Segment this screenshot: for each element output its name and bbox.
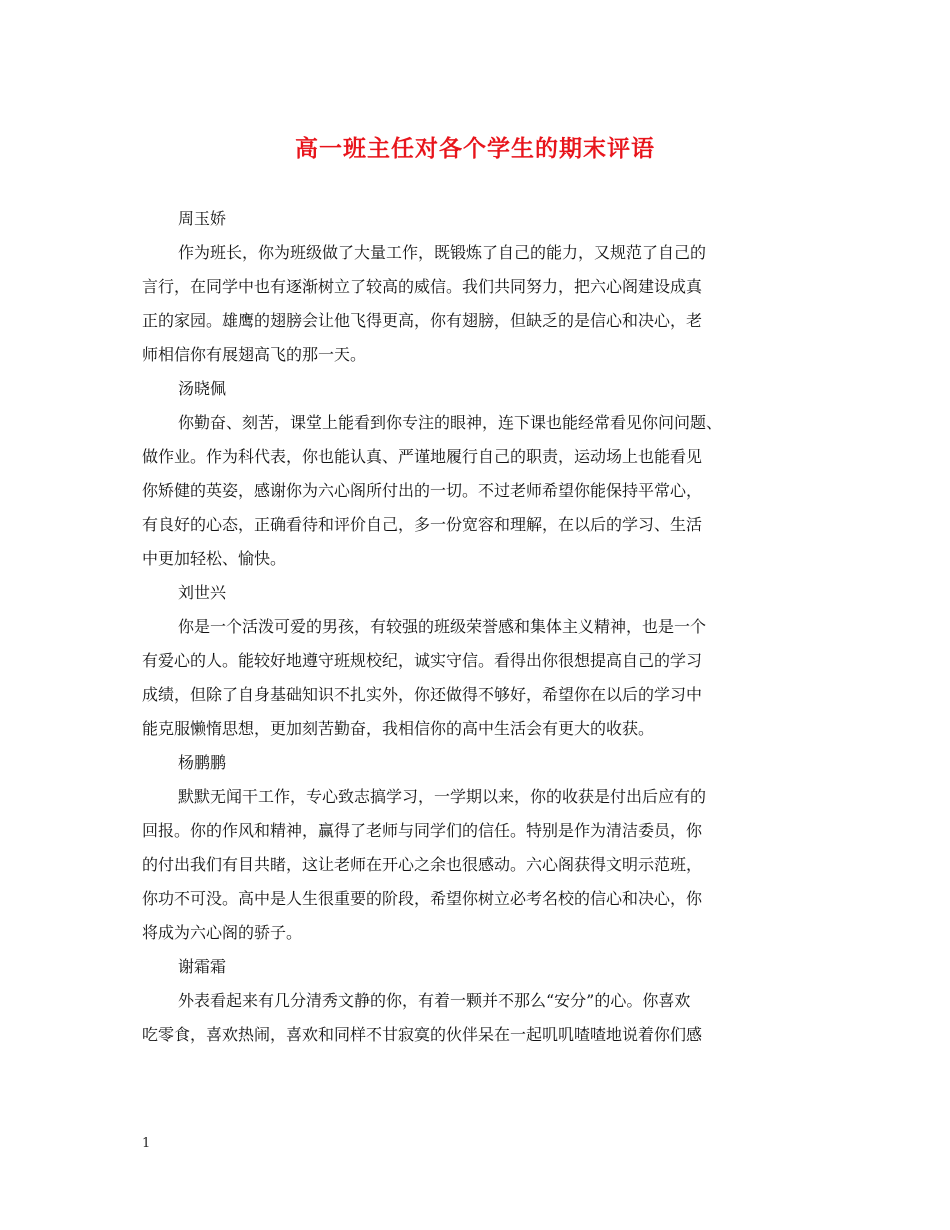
- comment-line: 言行，在同学中也有逐渐树立了较高的威信。我们共同努力，把六心阁建设成真: [142, 277, 703, 296]
- comment-line: 你功不可没。高中是人生很重要的阶段，希望你树立必考名校的信心和决心，你: [142, 889, 703, 908]
- comment-line: 有良好的心态，正确看待和评价自己，多一份宽容和理解，在以后的学习、生活: [142, 515, 703, 534]
- student-entry: [142, 950, 814, 1052]
- student-name: 谢霜霜: [178, 957, 227, 976]
- comment-line: 作为班长，你为班级做了大量工作，既锻炼了自己的能力，又规范了自己的: [178, 243, 707, 262]
- page-number: 1: [142, 1136, 151, 1151]
- student-entry: [142, 576, 814, 746]
- comment-line: 有爱心的人。能较好地遵守班规校纪，诚实守信。看得出你很想提高自己的学习: [142, 651, 703, 670]
- comment-line: 将成为六心阁的骄子。: [142, 923, 303, 942]
- document-title: 高一班主任对各个学生的期末评语: [295, 135, 655, 162]
- student-name: 杨鹏鹏: [178, 753, 227, 772]
- comment-line: 你矫健的英姿，感谢你为六心阁所付出的一切。不过老师希望你能保持平常心，: [142, 481, 703, 500]
- comment-line: 中更加轻松、愉快。: [142, 549, 287, 568]
- student-entry: [142, 202, 814, 372]
- document-body: [142, 202, 814, 1052]
- comment-line: 成绩，但除了自身基础知识不扎实外，你还做得不够好，希望你在以后的学习中: [142, 685, 703, 704]
- comment-line: 外表看起来有几分清秀文静的你，有着一颗并不那么“安分”的心。你喜欢: [178, 991, 691, 1010]
- comment-line: 你勤奋、刻苦，课堂上能看到你专注的眼神，连下课也能经常看见你问问题、: [178, 413, 723, 432]
- comment-line: 师相信你有展翅高飞的那一天。: [142, 345, 367, 364]
- comment-line: 吃零食，喜欢热闹，喜欢和同样不甘寂寞的伙伴呆在一起叽叽喳喳地说着你们感: [142, 1025, 703, 1044]
- student-name: 刘世兴: [178, 583, 227, 602]
- comment-line: 能克服懒惰思想，更加刻苦勤奋，我相信你的高中生活会有更大的收获。: [142, 719, 655, 738]
- comment-line: 默默无闻干工作，专心致志搞学习，一学期以来，你的收获是付出后应有的: [178, 787, 707, 806]
- comment-line: 你是一个活泼可爱的男孩，有较强的班级荣誉感和集体主义精神，也是一个: [178, 617, 707, 636]
- comment-line: 的付出我们有目共睹，这让老师在开心之余也很感动。六心阁获得文明示范班，: [142, 855, 703, 874]
- student-name: 汤晓佩: [178, 379, 227, 398]
- student-entry: [142, 372, 814, 576]
- comment-line: 正的家园。雄鹰的翅膀会让他飞得更高，你有翅膀，但缺乏的是信心和决心，老: [142, 311, 703, 330]
- student-name: 周玉娇: [178, 209, 227, 228]
- comment-line: 回报。你的作风和精神，赢得了老师与同学们的信任。特别是作为清洁委员，你: [142, 821, 703, 840]
- comment-line: 做作业。作为科代表，你也能认真、严谨地履行自己的职责，运动场上也能看见: [142, 447, 703, 466]
- student-entry: [142, 746, 814, 950]
